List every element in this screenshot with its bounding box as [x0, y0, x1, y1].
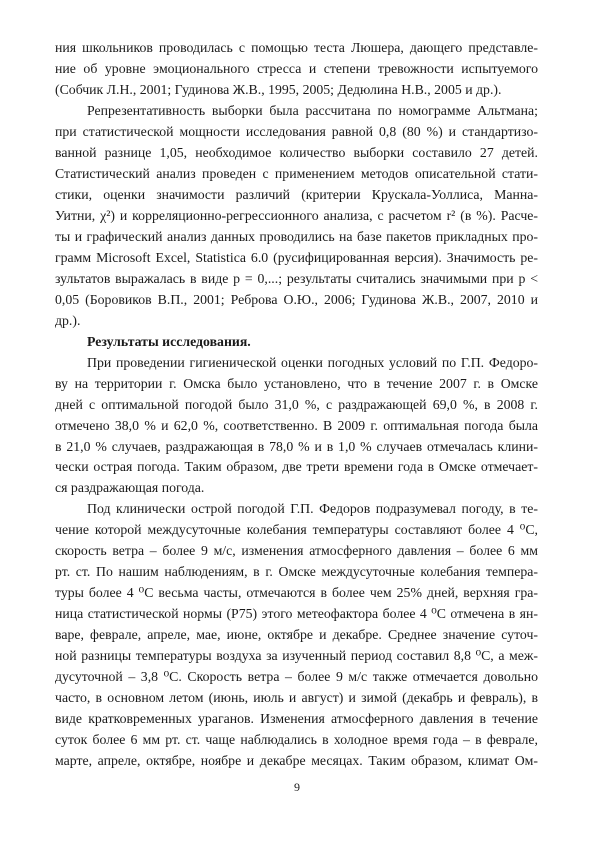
text-line: зультатов выражалась в виде p = 0,...; результаты считались значимыми при p < [55, 270, 538, 286]
text-line: чение которой междусуточные колебания температуры составляют более 4 ⁰С, [55, 522, 538, 538]
page-number: 9 [294, 780, 300, 794]
text-line: ву на территории г. Омска было установлено, что в течение 2007 г. в Омске [55, 375, 538, 391]
text-line: Под клинически острой погодой Г.П. Федоров подразумевал погоду, в те- [87, 501, 538, 517]
text-line: варе, феврале, апреле, мае, июне, октябре и декабре. Среднее значение суточ- [55, 627, 538, 643]
text-line: рт. ст. По нашим наблюдениям, в г. Омске междусуточные колебания темпера- [55, 564, 538, 580]
text-line: дусуточной – 3,8 ⁰С. Скорость ветра – более 9 м/с также отмечается довольно [55, 669, 538, 685]
text-line: ния школьников проводилась с помощью теста Люшера, дающего представле- [55, 40, 538, 55]
text-line: ся раздражающая погода. [55, 480, 205, 496]
text-line: отмечено 38,0 % и 62,0 %, соответственно. В 2009 г. оптимальная погода была [55, 417, 538, 433]
text-line: Уитни, χ²) и корреляционно-регрессионного анализа, с расчетом r² (в %). Расче- [55, 207, 538, 223]
text-line: туры более 4 ⁰С весьма часты, отмечаются в более чем 25% дней, верхняя гра- [55, 585, 538, 601]
text-line: грамм Microsoft Excel, Statistica 6.0 (русифицированная версия). Значимость ре- [55, 249, 538, 265]
text-line: ты и графический анализ данных проводились на базе пакетов прикладных про- [55, 228, 538, 244]
text-line: стики, оценки значимости различий (критерии Крускала-Уоллиса, Манна- [55, 186, 538, 202]
section-heading: Результаты исследования. [87, 333, 251, 349]
text-line: дней с оптимальной погодой было 31,0 %, с раздражающей 69,0 %, в 2008 г. [55, 396, 538, 412]
text-line: чески острая погода. Таким образом, две трети времени года в Омске отмечает- [55, 459, 538, 475]
text-line: марте, апреле, октябре, ноябре и декабре месяцах. Таким образом, климат Ом- [55, 753, 538, 768]
text-line: ной разницы температуры воздуха за изученный период составил 8,8 ⁰С, а меж- [55, 648, 538, 664]
text-line: При проведении гигиенической оценки погодных условий по Г.П. Федоро- [87, 354, 538, 370]
text-line: ванной разнице 1,05, необходимое количество выборки составило 27 детей. [55, 144, 538, 160]
text-line: Статистический анализ проведен с применением методов описательной стати- [55, 165, 538, 181]
text-line: виде кратковременных ураганов. Изменения атмосферного давления в течение [55, 711, 538, 727]
text-line: при статистической мощности исследования равной 0,8 (80 %) и стандартизо- [55, 123, 538, 139]
text-line: ница статистической нормы (P75) этого метеофактора более 4 ⁰С отмечена в ян- [55, 606, 538, 622]
text-line: суток более 6 мм рт. ст. чаще наблюдались в холодное время года – в феврале, [55, 732, 538, 748]
text-line: ние об уровне эмоционального стресса и степени тревожности испытуемого [55, 61, 538, 76]
text-line: часто, в основном летом (июнь, июль и август) и зимой (декабрь и февраль), в [55, 690, 538, 706]
text-line: 0,05 (Боровиков В.П., 2001; Реброва О.Ю., 2006; Гудинова Ж.В., 2007, 2010 и [55, 291, 538, 307]
text-line: скорость ветра – более 9 м/с, изменения атмосферного давления – более 6 мм [55, 543, 538, 559]
text-line: др.). [55, 312, 81, 328]
text-line: Репрезентативность выборки была рассчитана по номограмме Альтмана; [87, 102, 538, 118]
text-line: (Собчик Л.Н., 2001; Гудинова Ж.В., 1995, 2005; Дедюлина Н.В., 2005 и др.). [55, 81, 502, 97]
text-line: в 21,0 % случаев, раздражающая в 78,0 % и в 1,0 % случаев отмечалась клини- [55, 438, 538, 454]
